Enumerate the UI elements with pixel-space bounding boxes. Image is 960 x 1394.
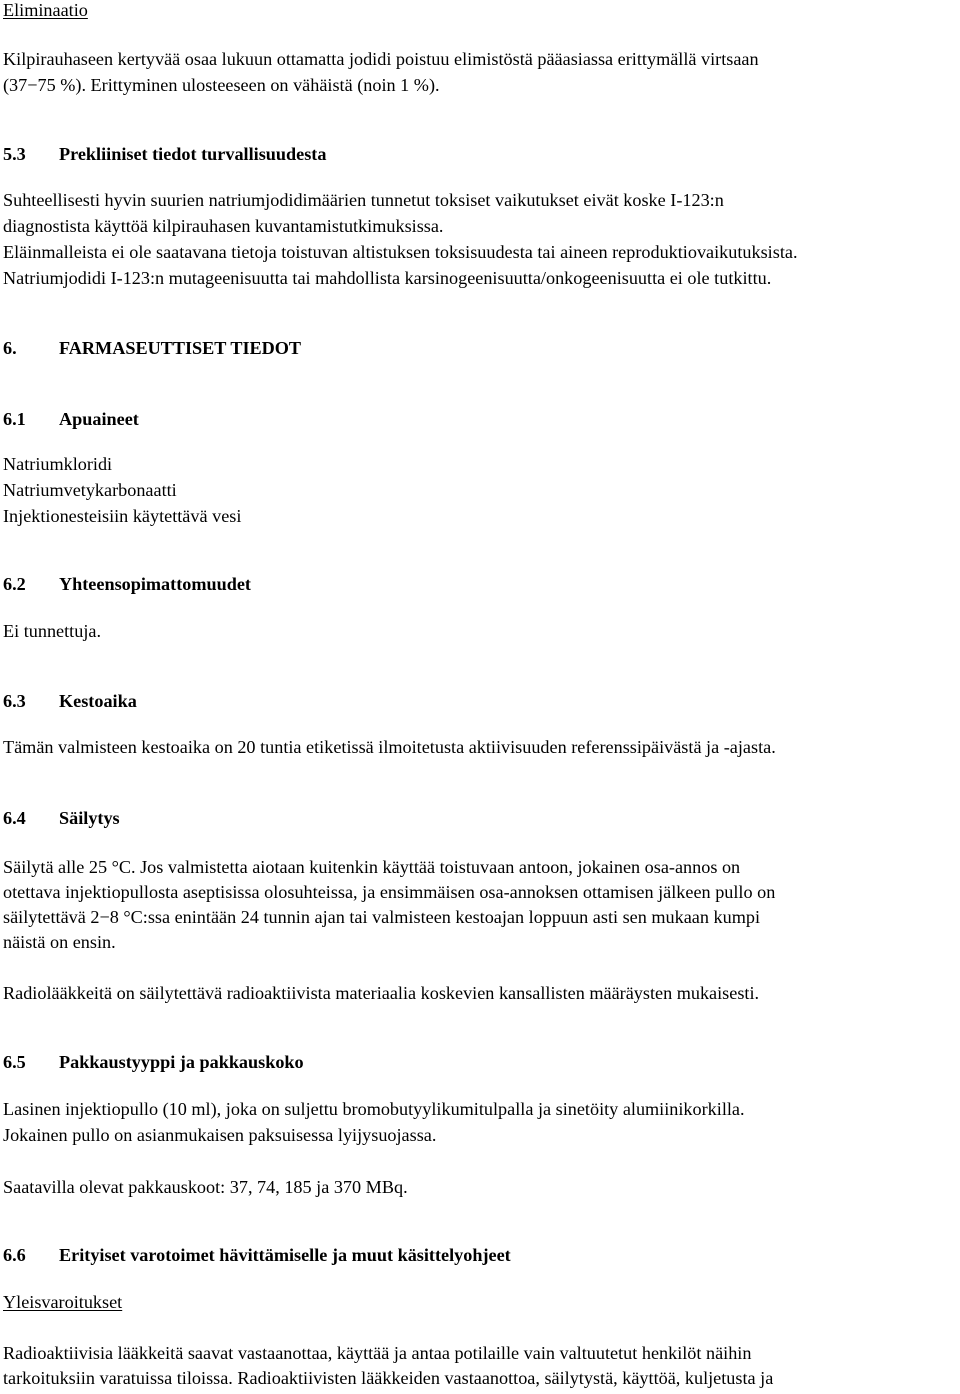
paragraph-line: Radiolääkkeitä on säilytettävä radioaktiivista materiaalia koskevien kansallisten määräysten mukaisesti.: [3, 983, 760, 1003]
list-item: Natriumvetykarbonaatti: [3, 480, 177, 500]
section-heading-6-1: [3, 407, 139, 431]
section-title: Yhteensopimattomuudet: [59, 574, 251, 594]
paragraph-line: Säilytä alle 25 °C. Jos valmistetta aiotaan kuitenkin käyttää toistuvaan antoon, jokainen osa-annos on: [3, 857, 741, 877]
section-title: Säilytys: [59, 808, 120, 828]
paragraph-line: Eläinmalleista ei ole saatavana tietoja toistuvan altistuksen toksisuudesta tai aineen reproduktiovaikutuksista.: [3, 242, 798, 262]
subheading-yleisvaroitukset: Yleisvaroitukset: [3, 1292, 123, 1312]
section-number: 6.5: [3, 1052, 26, 1072]
section-heading-6-4: [3, 806, 120, 830]
section-heading-eliminaatio: Eliminaatio: [3, 0, 88, 20]
section-heading-6-6: [3, 1243, 511, 1267]
section-title: Prekliiniset tiedot turvallisuudesta: [59, 144, 327, 164]
section-heading-5-3: [3, 142, 326, 166]
section-heading-6-3: [3, 689, 137, 713]
section-heading-6-2: [3, 572, 251, 596]
paragraph-line: Lasinen injektiopullo (10 ml), joka on suljettu bromobutyylikumitulpalla ja sinetöity alumiinikorkilla.: [3, 1099, 745, 1119]
section-number: 6.2: [3, 574, 26, 594]
paragraph-line: otettava injektiopullosta aseptisissa olosuhteissa, ja ensimmäisen osa-annoksen ottamisen jälkeen pullo on: [3, 882, 776, 902]
section-number: 6.4: [3, 808, 26, 828]
section-heading-6-5: [3, 1050, 304, 1074]
paragraph-line: diagnostista käyttöä kilpirauhasen kuvantamistutkimuksissa.: [3, 216, 444, 236]
section-title: Erityiset varotoimet hävittämiselle ja muut käsittelyohjeet: [59, 1245, 511, 1265]
paragraph-line: näistä on ensin.: [3, 932, 116, 952]
paragraph-line: Suhteellisesti hyvin suurien natriumjodidimäärien tunnetut toksiset vaikutukset eivät koske I-123:n: [3, 190, 724, 210]
paragraph-line: Radioaktiivisia lääkkeitä saavat vastaanottaa, käyttää ja antaa potilaille vain valtuutetut henkilöt näihin: [3, 1343, 752, 1363]
section-number: 6.6: [3, 1245, 26, 1265]
list-item: Natriumkloridi: [3, 454, 113, 474]
section-heading-6: [3, 336, 301, 360]
section-title: Kestoaika: [59, 691, 137, 711]
paragraph-line: Jokainen pullo on asianmukaisen paksuisessa lyijysuojassa.: [3, 1125, 437, 1145]
paragraph-line: Natriumjodidi I-123:n mutageenisuutta tai mahdollista karsinogeenisuutta/onkogeenisuutta ei ole tutkittu.: [3, 268, 772, 288]
section-title: Apuaineet: [59, 409, 139, 429]
paragraph-line: säilytettävä 2−8 °C:ssa enintään 24 tunnin ajan tai valmisteen kestoajan loppuun asti sen mukaan kumpi: [3, 907, 760, 927]
paragraph-line: Saatavilla olevat pakkauskoot: 37, 74, 185 ja 370 MBq.: [3, 1177, 408, 1197]
list-item: Injektionesteisiin käytettävä vesi: [3, 506, 242, 526]
section-title: Pakkaustyyppi ja pakkauskoko: [59, 1052, 304, 1072]
section-title: FARMASEUTTISET TIEDOT: [59, 338, 302, 358]
section-number: 5.3: [3, 144, 26, 164]
paragraph-line: tarkoituksiin varatuissa tiloissa. Radioaktiivisten lääkkeiden vastaanottoa, säilytystä, käyttöä, kuljetusta ja: [3, 1368, 774, 1388]
paragraph-line: (37−75 %). Erittyminen ulosteeseen on vähäistä (noin 1 %).: [3, 75, 440, 95]
paragraph-line: Tämän valmisteen kestoaika on 20 tuntia etiketissä ilmoitetusta aktiivisuuden referenssipäivästä ja -ajasta.: [3, 737, 776, 757]
section-number: 6.3: [3, 691, 26, 711]
section-number: 6.1: [3, 409, 26, 429]
paragraph-line: Kilpirauhaseen kertyvää osaa lukuun ottamatta jodidi poistuu elimistöstä pääasiassa erittymällä virtsaan: [3, 49, 759, 69]
section-number: 6.: [3, 338, 17, 358]
paragraph-line: Ei tunnettuja.: [3, 621, 101, 641]
